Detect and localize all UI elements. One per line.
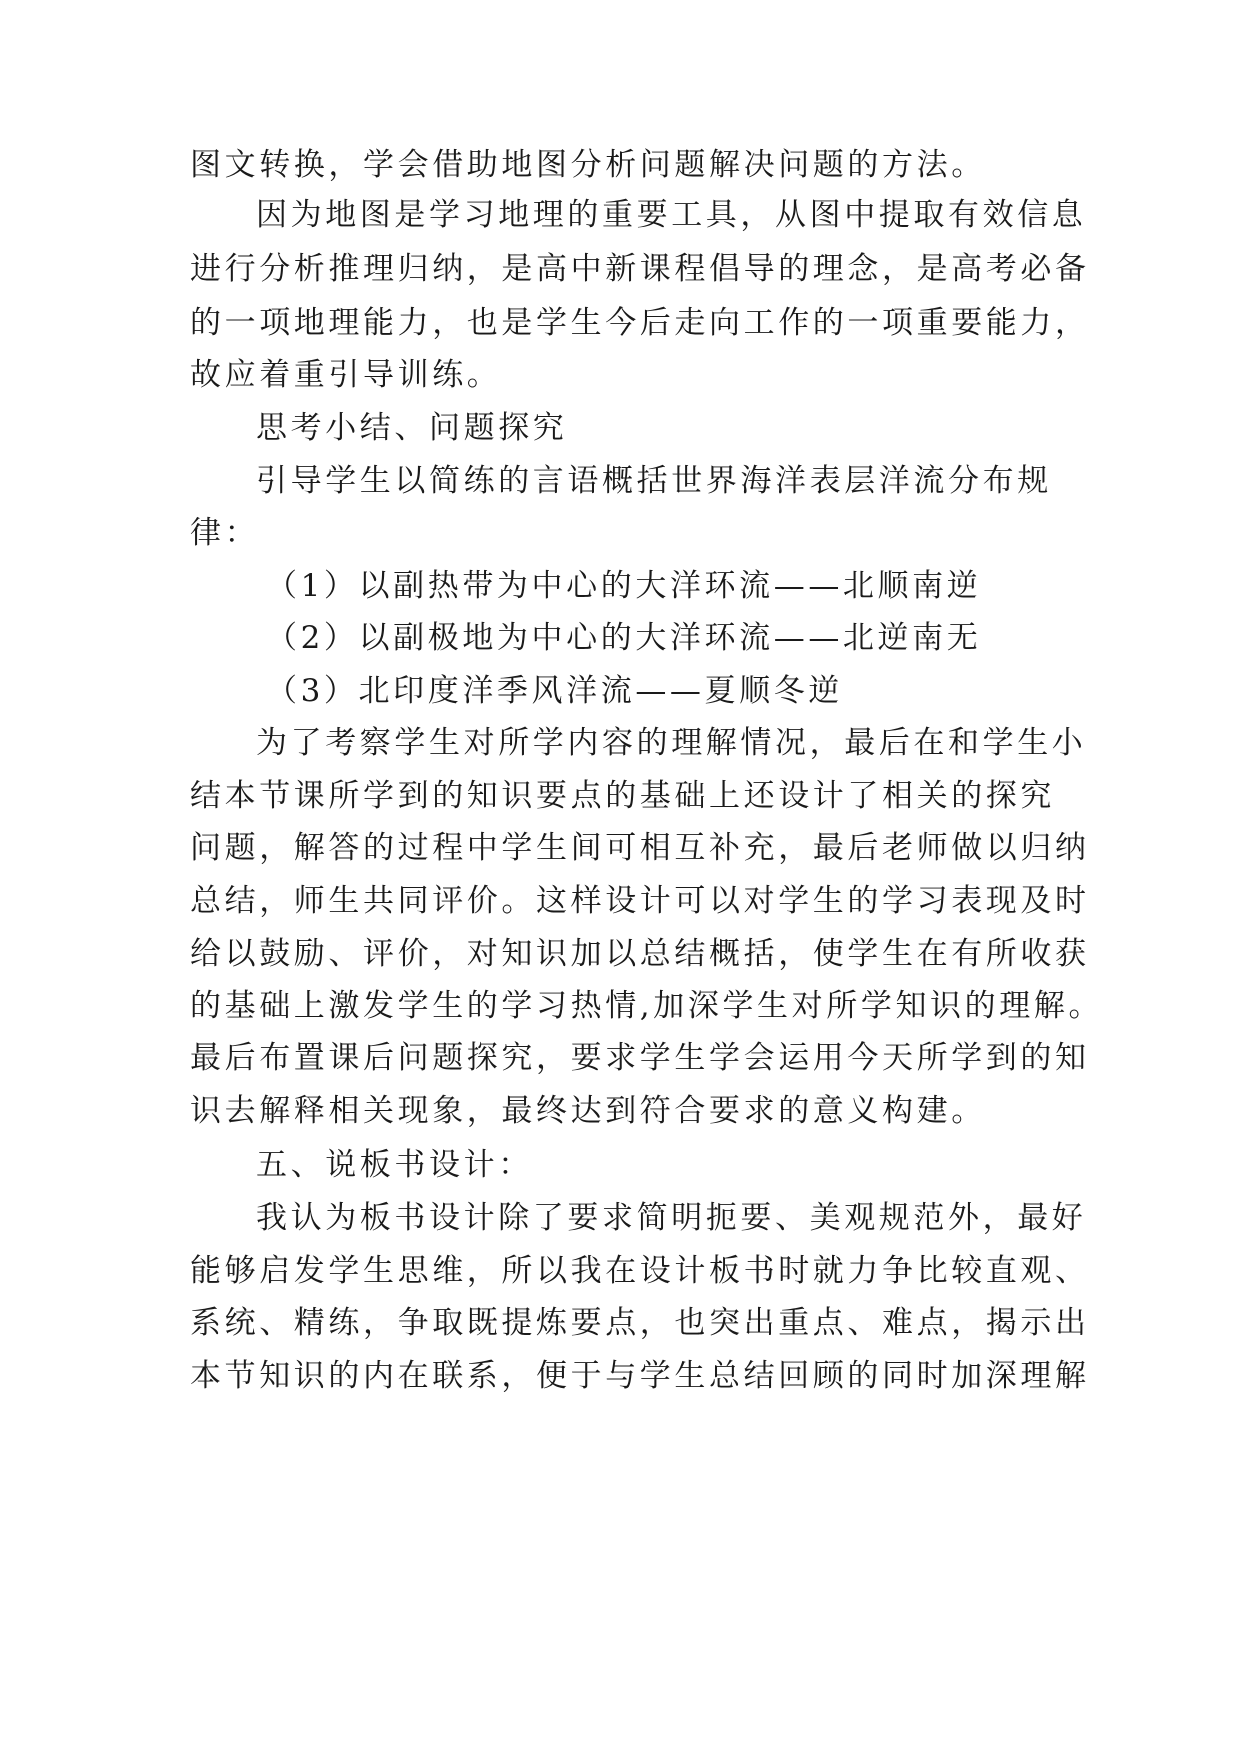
section-heading: 五、说板书设计： bbox=[256, 1147, 533, 1183]
body-text-line: 问题，解答的过程中学生间可相互补充，最后老师做以归纳 bbox=[190, 830, 1090, 866]
section-subheading: 思考小结、问题探究 bbox=[256, 410, 568, 446]
body-text-line: 识去解释相关现象，最终达到符合要求的意义构建。 bbox=[190, 1093, 986, 1129]
body-text-line: 因为地图是学习地理的重要工具，从图中提取有效信息 bbox=[256, 197, 1087, 233]
list-item: （1）以副热带为中心的大洋环流——北顺南逆 bbox=[266, 568, 982, 604]
body-text-line: 为了考察学生对所学内容的理解情况，最后在和学生小 bbox=[256, 725, 1087, 761]
body-text-line: 引导学生以简练的言语概括世界海洋表层洋流分布规 bbox=[256, 463, 1052, 499]
body-text-line: 图文转换，学会借助地图分析问题解决问题的方法。 bbox=[190, 147, 986, 183]
body-text-line: 本节知识的内在联系，便于与学生总结回顾的同时加深理解 bbox=[190, 1358, 1090, 1394]
body-text-line: 系统、精练，争取既提炼要点，也突出重点、难点，揭示出 bbox=[190, 1305, 1090, 1341]
body-text-line: 结本节课所学到的知识要点的基础上还设计了相关的探究 bbox=[190, 778, 1055, 814]
body-text-line: 能够启发学生思维，所以我在设计板书时就力争比较直观、 bbox=[190, 1253, 1090, 1289]
body-text-line: 进行分析推理归纳，是高中新课程倡导的理念，是高考必备 bbox=[190, 251, 1090, 287]
body-text-line: 故应着重引导训练。 bbox=[190, 357, 502, 393]
body-text-line: 律： bbox=[190, 515, 260, 551]
body-text-line: 最后布置课后问题探究，要求学生学会运用今天所学到的知 bbox=[190, 1040, 1090, 1076]
body-text-line: 的基础上激发学生的学习热情,加深学生对所学知识的理解。 bbox=[190, 988, 1104, 1024]
body-text-line: 给以鼓励、评价，对知识加以总结概括，使学生在有所收获 bbox=[190, 936, 1090, 972]
body-text-line: 我认为板书设计除了要求简明扼要、美观规范外，最好 bbox=[256, 1200, 1087, 1236]
list-item: （3）北印度洋季风洋流——夏顺冬逆 bbox=[266, 673, 843, 709]
body-text-line: 的一项地理能力，也是学生今后走向工作的一项重要能力， bbox=[190, 305, 1090, 341]
list-item: （2）以副极地为中心的大洋环流——北逆南无 bbox=[266, 620, 982, 656]
body-text-line: 总结，师生共同评价。这样设计可以对学生的学习表现及时 bbox=[190, 883, 1090, 919]
